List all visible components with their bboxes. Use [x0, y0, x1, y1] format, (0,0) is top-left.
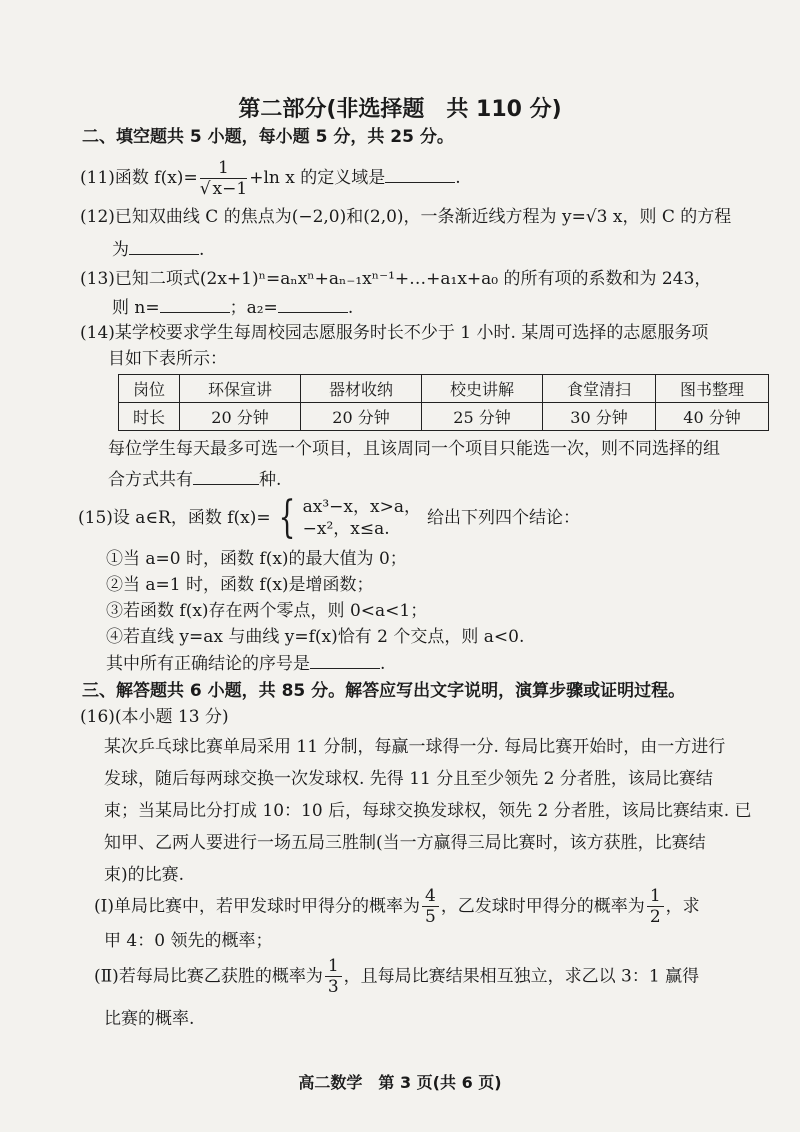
table-row	[119, 375, 769, 403]
page-title: 第二部分(非选择题 共 110 分)	[238, 97, 562, 122]
q16-label: (16)(本小题 13 分)	[80, 707, 229, 727]
volunteer-table	[118, 374, 769, 431]
answer-blank	[129, 238, 199, 255]
fraction: $\frac{1}{2}$	[647, 886, 664, 927]
q11: (11)函数 f(x)= $\frac{1}{√ x-1}$ +ln x 的定义域是 .	[80, 158, 461, 199]
q15-c1: ①当 a=0 时，函数 f(x)的最大值为 0；	[106, 549, 407, 569]
q16-p3: 束；当某局比分打成 10：10 后，每球交换发球权，领先 2 分者胜，该局比赛结束. 已	[104, 801, 752, 821]
answer-blank	[160, 296, 230, 313]
answer-blank	[310, 652, 380, 669]
table-cell: 校史讲解	[422, 375, 543, 403]
q11-fraction: $\frac{1}{√ x-1}$	[199, 158, 248, 199]
fraction: $\frac{1}{3}$	[325, 956, 342, 997]
table-cell: 图书整理	[656, 375, 769, 403]
brace: {	[278, 492, 296, 543]
table-cell: 25 分钟	[422, 403, 543, 431]
table-cell: 40 分钟	[656, 403, 769, 431]
table-cell: 时长	[119, 403, 180, 431]
q16-part1-line2: 甲 4：0 领先的概率；	[104, 931, 273, 951]
q13-line2: 则 n= ；a₂= .	[112, 298, 354, 318]
q13-line1: (13)已知二项式(2x+1)ⁿ=aₙxⁿ+aₙ₋₁xⁿ⁻¹+…+a₁x+a₀ 的所有项的系数和为 243，	[80, 269, 712, 289]
section3-heading: 三、解答题共 6 小题，共 85 分。解答应写出文字说明，演算步骤或证明过程。	[82, 681, 686, 701]
table-cell: 岗位	[119, 375, 180, 403]
table-cell: 器材收纳	[301, 375, 422, 403]
q12-line1: (12)已知双曲线 C 的焦点为(−2,0)和(2,0)，一条渐近线方程为 y=√3 x，则 C 的方程	[80, 207, 732, 227]
q15-final: 其中所有正确结论的序号是 .	[106, 654, 386, 674]
q14-line4: 合方式共有 种.	[108, 470, 282, 490]
q16-p1: 某次乒乓球比赛单局采用 11 分制，每赢一球得一分. 每局比赛开始时，由一方进行	[104, 737, 726, 757]
fraction: $\frac{4}{5}$	[422, 886, 439, 927]
q15-c2: ②当 a=1 时，函数 f(x)是增函数；	[106, 575, 374, 595]
q14-line2: 目如下表所示：	[108, 349, 227, 369]
q16-part2-line2: 比赛的概率.	[104, 1009, 195, 1029]
q14-line3: 每位学生每天最多可选一个项目，且该周同一个项目只能选一次，则不同选择的组	[108, 439, 720, 459]
q16-p4: 知甲、乙两人要进行一场五局三胜制(当一方赢得三局比赛时，该方获胜，比赛结	[104, 833, 706, 853]
table-cell: 20 分钟	[180, 403, 301, 431]
q16-p5: 束)的比赛.	[104, 865, 185, 885]
q15-c4: ④若直线 y=ax 与曲线 y=f(x)恰有 2 个交点，则 a<0.	[106, 627, 525, 647]
piecewise: ax³−x，x>a， −x²，x≤a.	[302, 497, 421, 539]
answer-blank	[385, 166, 455, 183]
q15-c3: ③若函数 f(x)存在两个零点，则 0<a<1；	[106, 601, 428, 621]
section2-heading: 二、填空题共 5 小题，每小题 5 分，共 25 分。	[82, 127, 454, 147]
q14-line1: (14)某学校要求学生每周校园志愿服务时长不少于 1 小时. 某周可选择的志愿服务项	[80, 323, 709, 343]
q16-part1: (Ⅰ)单局比赛中，若甲发球时甲得分的概率为 $\frac{4}{5}$ ，乙发球时甲得分的概率为 $\frac{1}{2}$ ，求	[94, 886, 700, 927]
q16-p2: 发球，随后每两球交换一次发球权. 先得 11 分且至少领先 2 分者胜，该局比赛结	[104, 769, 713, 789]
page-footer: 高二数学 第 3 页(共 6 页)	[298, 1073, 502, 1092]
answer-blank	[193, 468, 259, 485]
table-cell: 20 分钟	[301, 403, 422, 431]
table-row	[119, 403, 769, 431]
table-cell: 30 分钟	[543, 403, 656, 431]
q15-stem: (15)设 a∈R，函数 f(x)= { ax³−x，x>a， −x²，x≤a. 给出下列四个结论：	[78, 492, 580, 543]
q16-part2: (Ⅱ)若每局比赛乙获胜的概率为 $\frac{1}{3}$ ，且每局比赛结果相互独立，求乙以 3：1 赢得	[94, 956, 700, 997]
q12-line2: 为 .	[112, 240, 205, 260]
answer-blank	[278, 296, 348, 313]
table-cell: 食堂清扫	[543, 375, 656, 403]
table-cell: 环保宣讲	[180, 375, 301, 403]
